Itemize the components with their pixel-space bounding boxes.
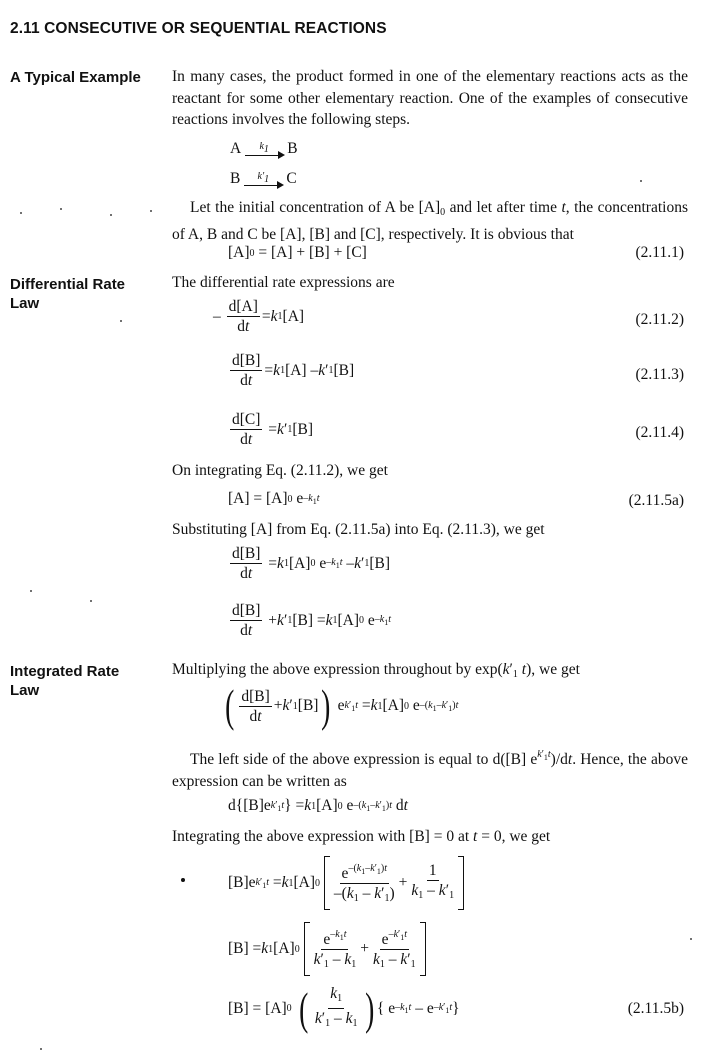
eq-number-2-11-5b: (2.11.5b) xyxy=(627,1000,684,1017)
scan-speckle xyxy=(30,590,32,592)
eq-number-2-11-2: (2.11.2) xyxy=(635,311,684,328)
equation-2-11-5a: [A] = [A] 0 e $-k_1t$ xyxy=(228,490,320,507)
scan-speckle xyxy=(40,1048,42,1050)
side-heading-differential-rate-law: Differential Rate Law xyxy=(10,276,126,312)
scan-speckle xyxy=(60,208,62,210)
scan-speckle xyxy=(20,212,22,214)
scan-speckle xyxy=(150,210,152,212)
equation-2-11-5b: [B] = [A] 0 ( $\frac{k_1}{k'_1 - k_1}$ ) { e $-k_1t$ – e $-k'_1t$ } xyxy=(228,982,460,1034)
initial-concentration-paragraph: Let the initial concentration of A be $[A]_0$ and let after time t, the concentrations of A, B and C be [A], [B] and [C], respectively. It is obvious that xyxy=(172,199,688,243)
eq-number-2-11-3: (2.11.3) xyxy=(635,366,684,383)
equation-2-11-2: – $\frac{d[A]}{dt}$ = k 1 [A] xyxy=(213,298,305,335)
differential-intro: The differential rate expressions are xyxy=(172,274,395,291)
integrating-with-text: Integrating the above expression with [B] = 0 at t = 0, we get xyxy=(172,828,551,845)
reaction-step-2: B $k'_1$ C xyxy=(230,170,297,187)
scan-speckle xyxy=(640,180,642,182)
substitution-equation-2: $\frac{d[B]}{dt}$ + k ′ 1 [B] = k 1 [A] 0 e $-k_1t$ xyxy=(232,602,392,639)
eq-number-2-11-4: (2.11.4) xyxy=(635,424,684,441)
intro-paragraph: In many cases, the product formed in one of the elementary reactions acts as the reactant for some other elementary reaction. One of the examples of consecutive reactions involves the following steps. xyxy=(172,68,688,128)
substitution-equation-1: $\frac{d[B]}{dt}$ = k 1 [A] 0 e $-k_1t$ – k ′ 1 [B] xyxy=(232,545,391,582)
integrated-equation-2: [B] = k 1 [A] 0 $\frac{e^{-k_1t}}{k'_1 - k_1}$ + $\frac{e^{-k'_1t}}{k_1 - k'_1}$ xyxy=(228,922,426,976)
section-title: 2.11 CONSECUTIVE OR SEQUENTIAL REACTIONS xyxy=(10,20,387,37)
on-integrating-text: On integrating Eq. (2.11.2), we get xyxy=(172,462,388,479)
scan-speckle xyxy=(110,214,112,216)
scan-speckle xyxy=(120,320,122,322)
bullet-dot xyxy=(181,878,185,882)
multiplied-equation: ( $\frac{d[B]}{dt}$ + k ′ 1 [B] ) e $k'_1t$ = k 1 [A] 0 e $-(k_1-k'_1)t$ xyxy=(225,680,459,731)
equation-2-11-3: $\frac{d[B]}{dt}$ = k 1 [A] – k ′ 1 [B] xyxy=(232,352,355,389)
differential-form-equation: d{[B]e $k'_1t$ } = k 1 [A] 0 e $-(k_1-k'_1)t$ d t xyxy=(228,797,408,814)
side-heading-integrated-rate-law: Integrated Rate Law xyxy=(10,663,120,699)
substituting-text: Substituting [A] from Eq. (2.11.5a) into Eq. (2.11.3), we get xyxy=(172,521,545,538)
eq-number-2-11-5a: (2.11.5a) xyxy=(628,492,684,509)
multiplying-text: Multiplying the above expression throughout by $\exp(k'_1$ t), we get xyxy=(172,661,580,680)
reaction-step-1: A $k_1$ B xyxy=(230,140,298,157)
eq-number-2-11-1: (2.11.1) xyxy=(635,244,684,261)
equation-2-11-4: $\frac{d[C]}{dt}$ = k ′ 1 [B] xyxy=(232,411,313,448)
side-heading-typical-example: A Typical Example xyxy=(10,69,141,86)
equation-2-11-1: [A] 0 = [A] + [B] + [C] xyxy=(228,244,367,261)
integrated-equation-1: [B]e $k'_1t$ = k 1 [A] 0 $\frac{e^{-(k_1-k'_1)t}}{-(k_1 - k'_1)}$ + $\frac{1}{k_1 - k'_1}$ xyxy=(228,856,464,910)
scan-speckle xyxy=(690,938,692,940)
left-side-paragraph: The left side of the above expression is equal to d([B] $e^{k'_1t})/dt$. Hence, the above expression can be written as xyxy=(172,749,688,790)
scan-speckle xyxy=(90,600,92,602)
